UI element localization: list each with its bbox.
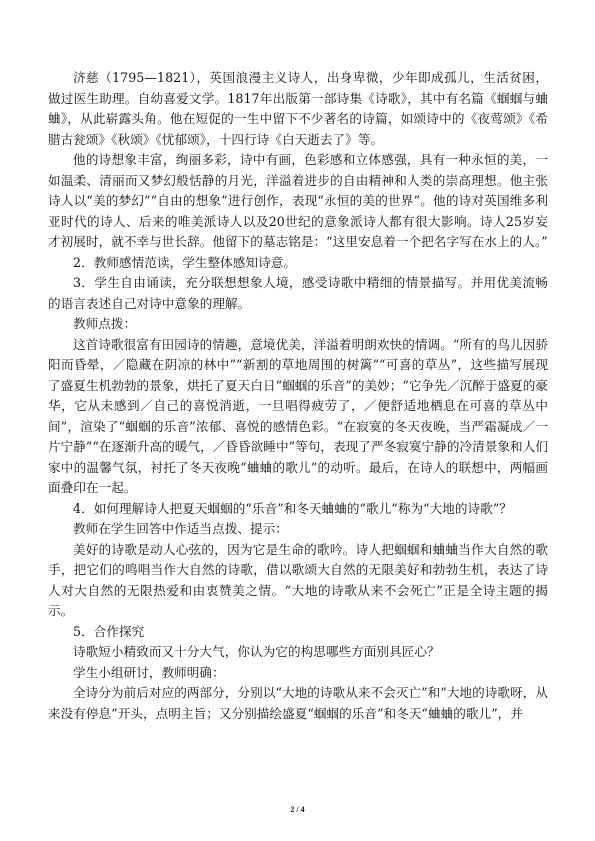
paragraph-teacher-note-heading: 教师点拨：	[73, 316, 137, 331]
paragraph-step-3: 3．学生自由诵读，充分联想想象人境，感受诗歌中精细的情景描写。并用优美流畅的语言表述自己对诗中意象的理解。	[48, 275, 548, 311]
paragraph-poem-analysis: 这首诗歌很富有田园诗的情趣，意境优美，洋溢着明朗欢快的情调。“所有的鸟儿因骄阳而昏晕，／隐藏在阴凉的林中”“新割的草地周围的树篱”“可喜的草丛”，这些描写展现了盛夏生机勃勃的景象，烘托了夏天白日“蝈蝈的乐音”的美妙；“它争先／沉醉于盛夏的豪华，它从未感到／自己的喜悦消逝，一旦唱得疲劳了，／便舒适地栖息在可喜的草丛中间”，渲染了“蝈蝈的乐音”浓郁、喜悦的感情色彩。“在寂寞的冬天夜晚，当严霜凝成／一片宁静”“在逐渐升高的暖气，／昏昏欲睡中”等句，表现了严冬寂寞宁静的冷清景象和人们家中的温馨气氛，衬托了冬天夜晚“蛐蛐的歌儿”的动听。最后，在诗人的联想中，两幅画面叠印在一起。	[48, 336, 548, 495]
paragraph-structure-answer: 全诗分为前后对应的两部分，分别以“大地的诗歌从来不会灭亡”和“大地的诗歌呀，从来没有停息”开头，点明主旨；又分别描绘盛夏“蝈蝈的乐音”和冬天“蛐蛐的歌儿”，并	[48, 685, 548, 721]
paragraph-question-5: 诗歌短小精致而又十分大气，你认为它的构思哪些方面别具匠心？	[73, 644, 440, 659]
page-number: 2 / 4	[290, 805, 305, 814]
body-text	[48, 68, 548, 724]
paragraph-step-5: 5．合作探究	[73, 623, 145, 639]
paragraph-question-4: 4．如何理解诗人把夏天蝈蝈的“乐音”和冬天蛐蛐的“歌儿”称为“大地的诗歌”？	[73, 500, 512, 516]
paragraph-group-discussion: 学生小组研讨，教师明确：	[73, 664, 225, 680]
paragraph-answer-4: 美好的诗歌是动人心弦的，因为它是生命的歌吟。诗人把蝈蝈和蛐蛐当作大自然的歌手，把它们的鸣唱当作大自然的诗歌，借以歌颂大自然的无限美好和勃勃生机，表达了诗人对大自然的无限热爱和由衷赞美之情。“大地的诗歌从来不会死亡”正是全诗主题的揭示。	[48, 541, 548, 618]
paragraph-step-2: 2．教师感情范读，学生整体感知诗意。	[73, 254, 297, 270]
paragraph-author-bio: 济慈（1795—1821），英国浪漫主义诗人，出身卑微，少年即成孤儿，生活贫困，做过医生助理。自幼喜爱文学。1817年出版第一部诗集《诗歌》，其中有名篇《蝈蝈与蛐蛐》，从此崭露头角。他在短促的一生中留下不少著名的诗篇，如颂诗中的《夜莺颂》《希腊古瓮颂》《秋颂》《忧郁颂》，十四行诗《白天逝去了》等。	[48, 70, 548, 147]
paragraph-poetry-style: 他的诗想象丰富，绚丽多彩，诗中有画，色彩感和立体感强，具有一种永恒的美，一如温柔、清丽而又梦幻般恬静的月光，洋溢着进步的自由精神和人类的崇高理想。他主张诗人以“美的梦幻”“自由的想象”进行创作，表现“永恒的美的世界”。他的诗对英国维多利亚时代的诗人、后来的唯美派诗人以及20世纪的意象派诗人都有很大影响。诗人25岁妄才初展时，就不幸与世长辞。他留下的墓志铭是：“这里安息着一个把名字写在水上的人。”	[48, 152, 548, 249]
paragraph-teacher-hint: 教师在学生回答中作适当点拨、提示：	[73, 521, 288, 536]
